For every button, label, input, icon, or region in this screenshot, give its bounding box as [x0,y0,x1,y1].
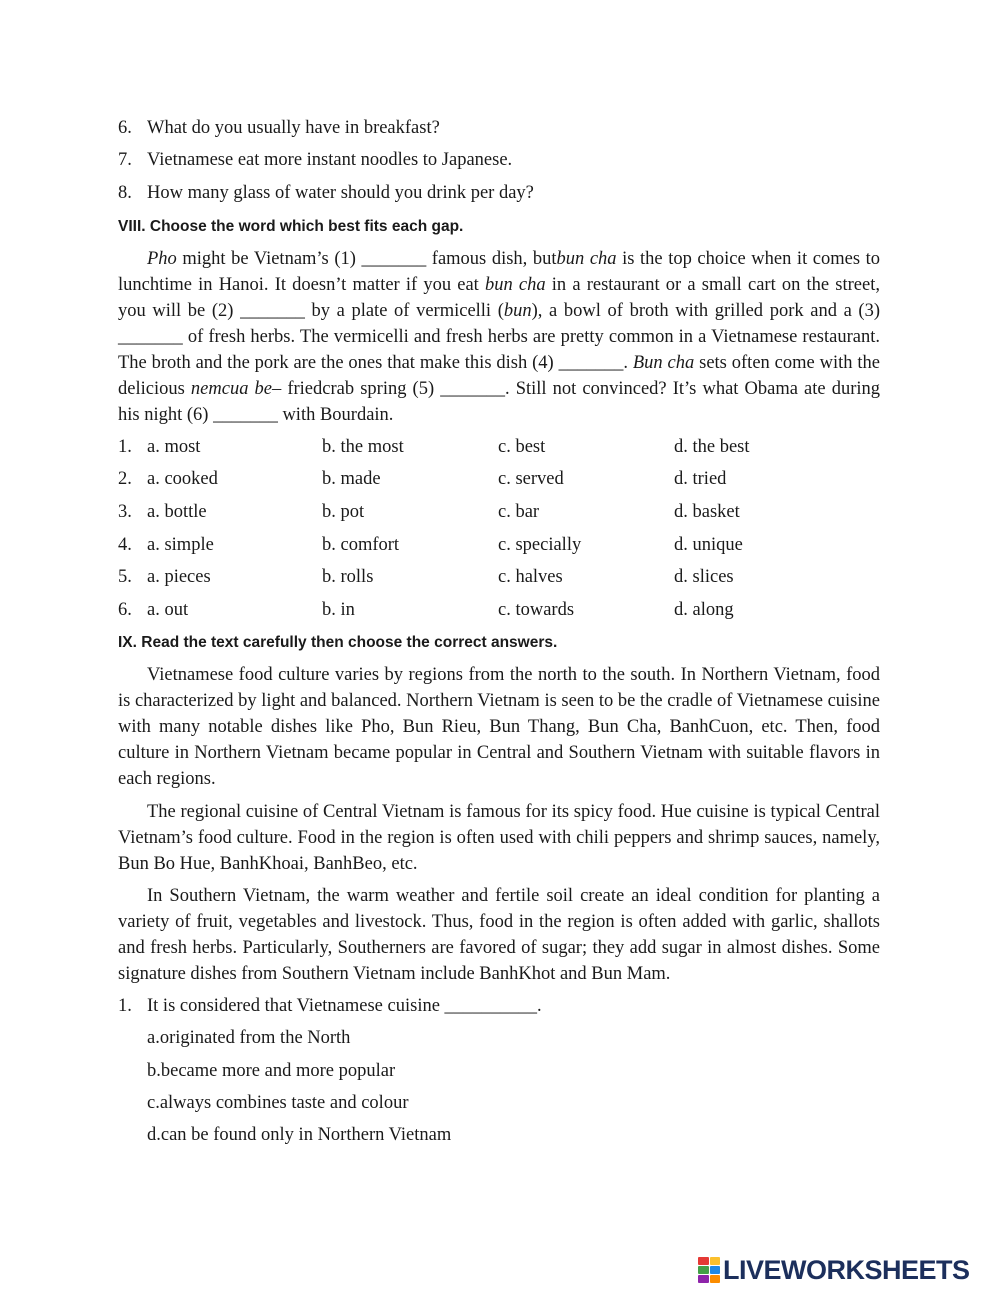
option-d[interactable]: d. basket [674,502,740,522]
option-a[interactable]: a. out [147,600,189,620]
logo-block [710,1266,721,1274]
passage-italic: Pho [147,249,177,269]
option-b[interactable]: b. the most [322,437,404,457]
option-number: 1. [118,437,132,457]
option-d[interactable]: d. tried [674,469,727,489]
option-number: 6. [118,600,132,620]
logo-text: LIVEWORKSHEETS [723,1255,970,1285]
passage-italic: bun [503,301,532,321]
section-9-heading: IX. Read the text carefully then choose the correct answers. [118,634,558,651]
option-b[interactable]: b. rolls [322,567,374,587]
paragraph-text: Vietnamese food culture varies by regions from the north to the south. In Northern Vietnam, food is characterized by light and balanced. Northern Vietnam is seen to be the cradle of Vietnamese cuisine with many notable dishes like Pho, Bun Rieu, Bun Thang, Bun Cha, BanhCuon, etc. Then, food culture in Northern Vietnam became popular in Central and Southern Vietnam with suitable flavors in each regions. [118,665,880,789]
passage-italic: Bun cha [632,353,695,373]
passage-text: in a restaurant or a small cart on the street, you will be (2) _______ by a plate of vermicelli ( [118,275,880,321]
passage-italic: bun cha [556,249,617,269]
section-9-paragraph-2 [118,799,880,877]
passage-italic: nemcua be [190,379,272,399]
option-c[interactable]: c. bar [498,502,540,522]
passage-italic: bun cha [484,275,546,295]
section-9-paragraph-1 [118,662,880,792]
logo-block [698,1257,709,1265]
question-number: 8. [118,183,132,203]
question-text: It is considered that Vietnamese cuisine __________. [147,996,542,1016]
option-d[interactable]: d. unique [674,535,743,555]
option-a[interactable]: a. bottle [147,502,207,522]
passage-text: sets often come with the delicious [118,353,880,399]
section-8-passage [118,246,880,428]
option-a[interactable]: a. simple [147,535,214,555]
option-d[interactable]: d. the best [674,437,750,457]
paragraph-text: The regional cuisine of Central Vietnam is famous for its spicy food. Hue cuisine is typical Central Vietnam’s food culture. Food in the region is often used with chili peppers and shrimp sauces, namely, Bun Bo Hue, BanhKhoai, BanhBeo, etc. [118,802,880,874]
passage-text: is the top choice when it comes to lunchtime in Hanoi. It doesn’t matter if you eat [118,249,880,295]
option-number: 2. [118,469,132,489]
section-8-heading: VIII. Choose the word which best fits each gap. [118,218,464,235]
option-a[interactable]: a. most [147,437,201,457]
question-number: 7. [118,150,132,170]
option-d[interactable]: d. slices [674,567,734,587]
option-a[interactable]: a. cooked [147,469,218,489]
logo-block [710,1257,721,1265]
option-c[interactable]: c. halves [498,567,563,587]
question-text: What do you usually have in breakfast? [147,118,440,138]
question-text: How many glass of water should you drink per day? [147,183,534,203]
option-c[interactable]: c. specially [498,535,582,555]
answer-d[interactable]: d.can be found only in Northern Vietnam [147,1125,452,1145]
option-c[interactable]: c. best [498,437,546,457]
logo-block [698,1266,709,1274]
option-b[interactable]: b. made [322,469,381,489]
section-9-paragraph-3 [118,883,880,987]
option-b[interactable]: b. comfort [322,535,400,555]
answer-a[interactable]: a.originated from the North [147,1028,351,1048]
option-a[interactable]: a. pieces [147,567,211,587]
answer-b[interactable]: b.became more and more popular [147,1061,396,1081]
passage-text: might be Vietnam’s (1) _______ famous dish, but [176,249,557,269]
question-number: 1. [118,996,132,1016]
answer-c[interactable]: c.always combines taste and colour [147,1093,409,1113]
option-number: 4. [118,535,132,555]
option-b[interactable]: b. in [322,600,355,620]
logo-block [710,1275,721,1283]
logo-mark-icon [698,1257,720,1283]
passage-text: ), a bowl of broth with grilled pork and a (3) _______ of fresh herbs. The vermicelli and fresh herbs are pretty common in a Vietnamese restaurant. The broth and the pork are the ones that make this dish (4) _______. [118,301,880,373]
question-number: 6. [118,118,132,138]
question-text: Vietnamese eat more instant noodles to Japanese. [147,150,513,170]
passage-text: – friedcrab spring (5) _______. Still not convinced? It’s what Obama ate during his night (6) _______ with Bourdain. [118,379,881,425]
paragraph-text: In Southern Vietnam, the warm weather and fertile soil create an ideal condition for planting a variety of fruit, vegetables and livestock. Thus, food in the region is often added with garlic, shallots and fresh herbs. Particularly, Southerners are favored of sugar; they add sugar in almost dishes. Some signature dishes from Southern Vietnam include BanhKhot and Bun Mam. [118,886,880,984]
option-b[interactable]: b. pot [322,502,365,522]
logo-block [698,1275,709,1283]
option-c[interactable]: c. served [498,469,564,489]
option-number: 5. [118,567,132,587]
option-c[interactable]: c. towards [498,600,575,620]
option-d[interactable]: d. along [674,600,734,620]
liveworksheets-logo[interactable] [698,1255,970,1285]
option-number: 3. [118,502,132,522]
